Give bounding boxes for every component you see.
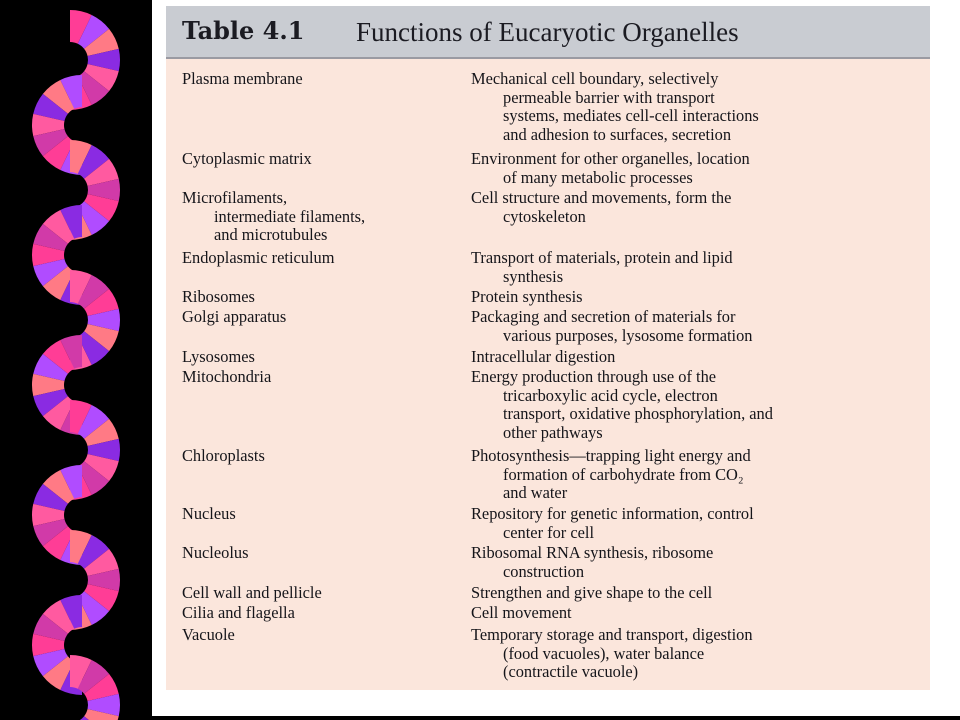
- organelle-name: [182, 544, 457, 563]
- organelle-function-line: center for cell: [503, 522, 594, 542]
- organelle-name-line: Cytoplasmic matrix: [182, 149, 312, 168]
- organelle-function-line: Transport of materials, protein and lipid: [471, 248, 733, 267]
- organelle-function-line: transport, oxidative phosphorylation, and: [503, 404, 773, 423]
- organelle-function-line: Mechanical cell boundary, selectively: [471, 69, 719, 88]
- organelle-function-line: (contractile vacuole): [503, 662, 639, 681]
- organelle-name-line: and microtubules: [214, 225, 328, 244]
- organelle-name: [182, 288, 457, 307]
- organelle-name: [182, 249, 457, 268]
- organelle-name-line: Plasma membrane: [182, 69, 303, 88]
- organelle-function-line: Protein synthesis: [471, 287, 583, 306]
- organelle-name-line: Mitochondria: [182, 367, 272, 386]
- organelle-name: [182, 150, 457, 169]
- organelle-name: [182, 308, 457, 327]
- organelle-function-line: formation of carbohydrate from CO₂: [503, 464, 744, 484]
- organelle-name: [182, 626, 457, 645]
- organelle-function-line: other pathways: [503, 422, 603, 442]
- organelle-name-line: Chloroplasts: [182, 446, 265, 465]
- decorative-ribbon-border: [0, 0, 150, 720]
- organelle-name-line: Microfilaments,: [182, 188, 288, 207]
- organelle-name-line: Nucleolus: [182, 543, 249, 562]
- organelle-function-line: synthesis: [503, 266, 564, 286]
- organelle-function-line: systems, mediates cell-cell interactions: [503, 106, 759, 125]
- organelle-name: [182, 368, 457, 387]
- organelle-function-line: of many metabolic processes: [503, 167, 693, 187]
- organelle-function: [471, 626, 926, 682]
- slide-card: [152, 0, 960, 716]
- organelle-name-line: Cilia and flagella: [182, 603, 295, 622]
- organelle-function: [471, 544, 926, 581]
- organelle-name: [182, 505, 457, 524]
- organelle-name: [182, 189, 457, 245]
- organelle-name-line: intermediate filaments,: [214, 206, 366, 226]
- table-title-bar: [166, 6, 930, 59]
- ribbon-fan-shape: [70, 655, 120, 720]
- organelle-function-line: Environment for other organelles, location: [471, 149, 750, 168]
- organelle-function-line: Energy production through use of the: [471, 367, 717, 386]
- organelle-function: [471, 189, 926, 226]
- organelle-function-line: Repository for genetic information, control: [471, 504, 754, 523]
- organelle-function: [471, 505, 926, 542]
- organelle-function: [471, 308, 926, 345]
- organelle-function: [471, 150, 926, 187]
- organelle-function: [471, 70, 926, 144]
- organelle-name-line: Golgi apparatus: [182, 307, 287, 326]
- organelle-function: [471, 604, 926, 623]
- organelle-function: [471, 348, 926, 367]
- organelle-name: [182, 70, 457, 89]
- organelle-table: [166, 6, 930, 690]
- organelle-function-line: Ribosomal RNA synthesis, ribosome: [471, 543, 714, 562]
- table-title: Functions of Eucaryotic Organelles: [356, 17, 739, 47]
- organelle-function-line: cytoskeleton: [503, 206, 586, 226]
- organelle-function-line: construction: [503, 561, 585, 581]
- organelle-name-line: Ribosomes: [182, 287, 255, 306]
- organelle-function-line: (food vacuoles), water balance: [503, 643, 705, 663]
- organelle-name-line: Nucleus: [182, 504, 236, 523]
- organelle-name: [182, 348, 457, 367]
- organelle-function-line: tricarboxylic acid cycle, electron: [503, 385, 718, 405]
- organelle-function-line: Intracellular digestion: [471, 347, 616, 366]
- organelle-function-line: Strengthen and give shape to the cell: [471, 583, 713, 602]
- organelle-function: [471, 249, 926, 286]
- organelle-name: [182, 604, 457, 623]
- organelle-function-line: Packaging and secretion of materials for: [471, 307, 736, 326]
- organelle-name-line: Vacuole: [182, 625, 235, 644]
- organelle-function: [471, 368, 926, 442]
- organelle-function-line: permeable barrier with transport: [503, 87, 715, 107]
- organelle-function-line: Photosynthesis—trapping light energy and: [471, 446, 751, 465]
- organelle-function-line: Cell structure and movements, form the: [471, 188, 732, 207]
- organelle-name-line: Cell wall and pellicle: [182, 583, 322, 602]
- organelle-name: [182, 584, 457, 603]
- table-number: Table 4.1: [182, 16, 305, 45]
- organelle-function: [471, 447, 926, 503]
- organelle-function: [471, 288, 926, 307]
- organelle-function-line: and adhesion to surfaces, secretion: [503, 124, 732, 144]
- organelle-function: [471, 584, 926, 603]
- organelle-function-line: Cell movement: [471, 603, 572, 622]
- organelle-function-line: various purposes, lysosome formation: [503, 325, 753, 345]
- organelle-name: [182, 447, 457, 466]
- organelle-name-line: Lysosomes: [182, 347, 255, 366]
- organelle-name-line: Endoplasmic reticulum: [182, 248, 335, 267]
- organelle-function-line: and water: [503, 483, 568, 502]
- organelle-function-line: Temporary storage and transport, digestion: [471, 625, 753, 644]
